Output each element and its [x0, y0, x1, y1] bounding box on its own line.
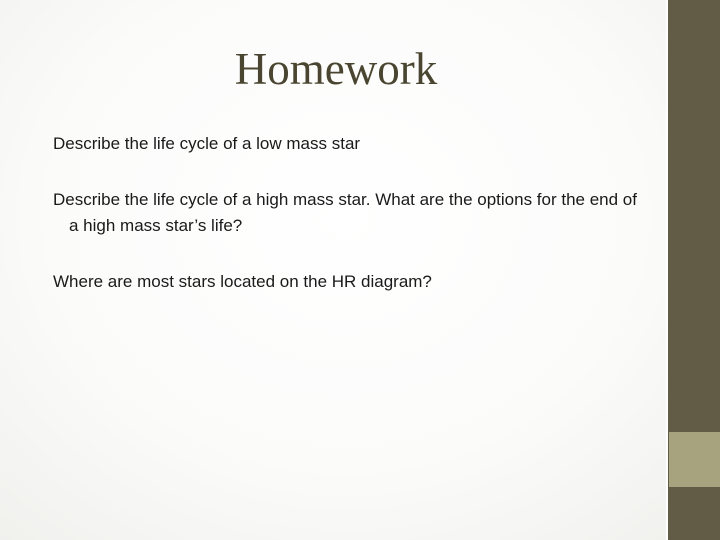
- slide-body: [53, 131, 648, 325]
- homework-item-hr-diagram: Where are most stars located on the HR diagram?: [53, 272, 432, 291]
- homework-item-low-mass: Describe the life cycle of a low mass star: [53, 134, 361, 153]
- sidebar-accent-block: [669, 432, 720, 487]
- slide-title: Homework: [234, 44, 438, 94]
- homework-item-high-mass: Describe the life cycle of a high mass star. What are the options for the end of a high mass star’s life?: [53, 190, 637, 235]
